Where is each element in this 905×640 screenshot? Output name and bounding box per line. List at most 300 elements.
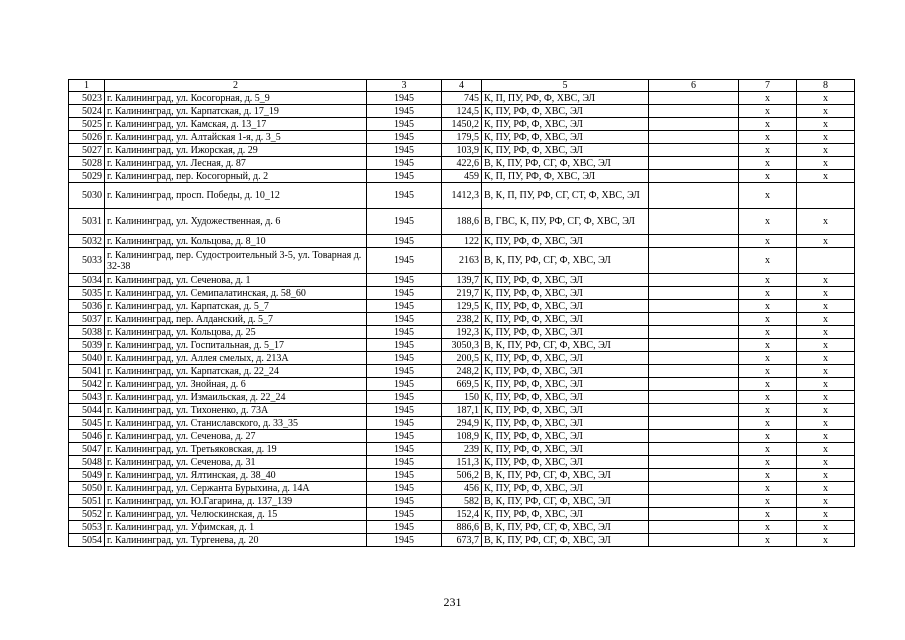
column-8-mark-cell: x — [797, 521, 855, 534]
column-8-mark-cell: x — [797, 131, 855, 144]
column-8-mark-cell: x — [797, 118, 855, 131]
works-cell: К, ПУ, РФ, Ф, ХВС, ЭЛ — [482, 482, 649, 495]
table-row — [69, 118, 855, 131]
table-row — [69, 105, 855, 118]
works-cell: К, ПУ, РФ, Ф, ХВС, ЭЛ — [482, 313, 649, 326]
table-row — [69, 92, 855, 105]
area-cell: 129,5 — [442, 300, 482, 313]
record-number-cell: 5027 — [69, 144, 105, 157]
works-cell: К, П, ПУ, РФ, Ф, ХВС, ЭЛ — [482, 170, 649, 183]
record-number-cell: 5051 — [69, 495, 105, 508]
address-cell: г. Калининград, ул. Лесная, д. 87 — [105, 157, 367, 170]
table-row — [69, 495, 855, 508]
table-row — [69, 508, 855, 521]
address-cell: г. Калининград, ул. Сеченова, д. 1 — [105, 274, 367, 287]
works-cell: К, П, ПУ, РФ, Ф, ХВС, ЭЛ — [482, 92, 649, 105]
column-7-mark-cell: x — [739, 443, 797, 456]
column-6-cell — [649, 157, 739, 170]
column-8-mark-cell — [797, 183, 855, 209]
column-header: 6 — [649, 80, 739, 92]
column-8-mark-cell: x — [797, 508, 855, 521]
year-cell: 1945 — [367, 287, 442, 300]
column-6-cell — [649, 339, 739, 352]
works-cell: К, ПУ, РФ, Ф, ХВС, ЭЛ — [482, 274, 649, 287]
column-8-mark-cell: x — [797, 365, 855, 378]
table-row — [69, 248, 855, 274]
column-7-mark-cell: x — [739, 482, 797, 495]
year-cell: 1945 — [367, 534, 442, 547]
works-cell: К, ПУ, РФ, Ф, ХВС, ЭЛ — [482, 144, 649, 157]
column-7-mark-cell: x — [739, 404, 797, 417]
works-cell: К, ПУ, РФ, Ф, ХВС, ЭЛ — [482, 326, 649, 339]
column-8-mark-cell: x — [797, 92, 855, 105]
address-cell: г. Калининград, ул. Сеченова, д. 31 — [105, 456, 367, 469]
column-7-mark-cell: x — [739, 469, 797, 482]
record-number-cell: 5038 — [69, 326, 105, 339]
table-row — [69, 456, 855, 469]
area-cell: 294,9 — [442, 417, 482, 430]
works-cell: В, К, ПУ, РФ, СГ, Ф, ХВС, ЭЛ — [482, 157, 649, 170]
address-cell: г. Калининград, ул. Сеченова, д. 27 — [105, 430, 367, 443]
table-row — [69, 183, 855, 209]
column-6-cell — [649, 144, 739, 157]
year-cell: 1945 — [367, 443, 442, 456]
column-8-mark-cell: x — [797, 235, 855, 248]
year-cell: 1945 — [367, 131, 442, 144]
address-cell: г. Калининград, ул. Ялтинская, д. 38_40 — [105, 469, 367, 482]
column-header: 3 — [367, 80, 442, 92]
year-cell: 1945 — [367, 456, 442, 469]
record-number-cell: 5053 — [69, 521, 105, 534]
record-number-cell: 5032 — [69, 235, 105, 248]
year-cell: 1945 — [367, 378, 442, 391]
column-6-cell — [649, 378, 739, 391]
year-cell: 1945 — [367, 235, 442, 248]
area-cell: 124,5 — [442, 105, 482, 118]
address-cell: г. Калининград, ул. Сержанта Бурыхина, д. 14А — [105, 482, 367, 495]
works-cell: К, ПУ, РФ, Ф, ХВС, ЭЛ — [482, 417, 649, 430]
area-cell: 506,2 — [442, 469, 482, 482]
column-8-mark-cell: x — [797, 313, 855, 326]
record-number-cell: 5026 — [69, 131, 105, 144]
area-cell: 422,6 — [442, 157, 482, 170]
record-number-cell: 5047 — [69, 443, 105, 456]
column-7-mark-cell: x — [739, 300, 797, 313]
table-row — [69, 534, 855, 547]
column-8-mark-cell: x — [797, 391, 855, 404]
column-7-mark-cell: x — [739, 92, 797, 105]
area-cell: 192,3 — [442, 326, 482, 339]
housing-registry-table — [68, 79, 855, 547]
column-6-cell — [649, 300, 739, 313]
area-cell: 582 — [442, 495, 482, 508]
year-cell: 1945 — [367, 326, 442, 339]
works-cell: К, ПУ, РФ, Ф, ХВС, ЭЛ — [482, 300, 649, 313]
address-cell: г. Калининград, ул. Ю.Гагарина, д. 137_139 — [105, 495, 367, 508]
year-cell: 1945 — [367, 183, 442, 209]
column-7-mark-cell: x — [739, 144, 797, 157]
works-cell: К, ПУ, РФ, Ф, ХВС, ЭЛ — [482, 404, 649, 417]
works-cell: В, К, ПУ, РФ, СГ, Ф, ХВС, ЭЛ — [482, 339, 649, 352]
year-cell: 1945 — [367, 300, 442, 313]
works-cell: В, К, ПУ, РФ, СГ, Ф, ХВС, ЭЛ — [482, 521, 649, 534]
column-6-cell — [649, 521, 739, 534]
record-number-cell: 5045 — [69, 417, 105, 430]
year-cell: 1945 — [367, 118, 442, 131]
area-cell: 122 — [442, 235, 482, 248]
column-6-cell — [649, 508, 739, 521]
address-cell: г. Калининград, ул. Камская, д. 13_17 — [105, 118, 367, 131]
column-6-cell — [649, 326, 739, 339]
column-7-mark-cell: x — [739, 365, 797, 378]
record-number-cell: 5036 — [69, 300, 105, 313]
address-cell: г. Калининград, пер. Косогорный, д. 2 — [105, 170, 367, 183]
table-row — [69, 144, 855, 157]
column-6-cell — [649, 404, 739, 417]
table-row — [69, 131, 855, 144]
column-8-mark-cell: x — [797, 482, 855, 495]
address-cell: г. Калининград, ул. Челюскинская, д. 15 — [105, 508, 367, 521]
record-number-cell: 5034 — [69, 274, 105, 287]
column-6-cell — [649, 430, 739, 443]
column-header: 5 — [482, 80, 649, 92]
record-number-cell: 5033 — [69, 248, 105, 274]
column-7-mark-cell: x — [739, 352, 797, 365]
column-6-cell — [649, 105, 739, 118]
works-cell: К, ПУ, РФ, Ф, ХВС, ЭЛ — [482, 118, 649, 131]
column-8-mark-cell: x — [797, 378, 855, 391]
address-cell: г. Калининград, ул. Станиславского, д. 33_35 — [105, 417, 367, 430]
address-cell: г. Калининград, ул. Уфимская, д. 1 — [105, 521, 367, 534]
column-8-mark-cell: x — [797, 404, 855, 417]
works-cell: К, ПУ, РФ, Ф, ХВС, ЭЛ — [482, 378, 649, 391]
address-cell: г. Калининград, ул. Тихоненко, д. 73А — [105, 404, 367, 417]
column-7-mark-cell: x — [739, 534, 797, 547]
record-number-cell: 5030 — [69, 183, 105, 209]
column-7-mark-cell: x — [739, 183, 797, 209]
year-cell: 1945 — [367, 248, 442, 274]
column-8-mark-cell: x — [797, 339, 855, 352]
column-header: 1 — [69, 80, 105, 92]
area-cell: 2163 — [442, 248, 482, 274]
address-cell: г. Калининград, пер. Алданский, д. 5_7 — [105, 313, 367, 326]
address-cell: г. Калининград, ул. Третьяковская, д. 19 — [105, 443, 367, 456]
column-6-cell — [649, 287, 739, 300]
area-cell: 179,5 — [442, 131, 482, 144]
address-cell: г. Калининград, ул. Карпатская, д. 17_19 — [105, 105, 367, 118]
record-number-cell: 5050 — [69, 482, 105, 495]
address-cell: г. Калининград, ул. Карпатская, д. 5_7 — [105, 300, 367, 313]
address-cell: г. Калининград, ул. Знойная, д. 6 — [105, 378, 367, 391]
column-8-mark-cell: x — [797, 300, 855, 313]
area-cell: 238,2 — [442, 313, 482, 326]
works-cell: К, ПУ, РФ, Ф, ХВС, ЭЛ — [482, 131, 649, 144]
works-cell: В, К, П, ПУ, РФ, СГ, СТ, Ф, ХВС, ЭЛ — [482, 183, 649, 209]
area-cell: 886,6 — [442, 521, 482, 534]
year-cell: 1945 — [367, 391, 442, 404]
year-cell: 1945 — [367, 274, 442, 287]
column-header: 4 — [442, 80, 482, 92]
column-8-mark-cell — [797, 248, 855, 274]
column-8-mark-cell: x — [797, 456, 855, 469]
table-row — [69, 287, 855, 300]
table-row — [69, 404, 855, 417]
address-cell: г. Калининград, ул. Художественная, д. 6 — [105, 209, 367, 235]
works-cell: К, ПУ, РФ, Ф, ХВС, ЭЛ — [482, 508, 649, 521]
record-number-cell: 5048 — [69, 456, 105, 469]
column-8-mark-cell: x — [797, 469, 855, 482]
table-body — [69, 80, 855, 547]
column-6-cell — [649, 417, 739, 430]
table-row — [69, 157, 855, 170]
record-number-cell: 5046 — [69, 430, 105, 443]
year-cell: 1945 — [367, 157, 442, 170]
address-cell: г. Калининград, ул. Алтайская 1-я, д. 3_5 — [105, 131, 367, 144]
works-cell: К, ПУ, РФ, Ф, ХВС, ЭЛ — [482, 443, 649, 456]
table-row — [69, 209, 855, 235]
column-8-mark-cell: x — [797, 170, 855, 183]
record-number-cell: 5043 — [69, 391, 105, 404]
column-header: 2 — [105, 80, 367, 92]
works-cell: К, ПУ, РФ, Ф, ХВС, ЭЛ — [482, 352, 649, 365]
year-cell: 1945 — [367, 417, 442, 430]
address-cell: г. Калининград, ул. Тургенева, д. 20 — [105, 534, 367, 547]
works-cell: В, К, ПУ, РФ, СГ, Ф, ХВС, ЭЛ — [482, 495, 649, 508]
works-cell: К, ПУ, РФ, Ф, ХВС, ЭЛ — [482, 456, 649, 469]
address-cell: г. Калининград, пер. Судостроительный 3-5, ул. Товарная д. 32-38 — [105, 248, 367, 274]
column-7-mark-cell: x — [739, 495, 797, 508]
year-cell: 1945 — [367, 105, 442, 118]
works-cell: К, ПУ, РФ, Ф, ХВС, ЭЛ — [482, 391, 649, 404]
column-7-mark-cell: x — [739, 209, 797, 235]
column-8-mark-cell: x — [797, 417, 855, 430]
area-cell: 188,6 — [442, 209, 482, 235]
column-6-cell — [649, 443, 739, 456]
address-cell: г. Калининград, ул. Косогорная, д. 5_9 — [105, 92, 367, 105]
record-number-cell: 5037 — [69, 313, 105, 326]
table-row — [69, 378, 855, 391]
column-6-cell — [649, 209, 739, 235]
column-7-mark-cell: x — [739, 521, 797, 534]
area-cell: 3050,3 — [442, 339, 482, 352]
works-cell: В, ГВС, К, ПУ, РФ, СГ, Ф, ХВС, ЭЛ — [482, 209, 649, 235]
address-cell: г. Калининград, ул. Карпатская, д. 22_24 — [105, 365, 367, 378]
column-8-mark-cell: x — [797, 443, 855, 456]
column-7-mark-cell: x — [739, 287, 797, 300]
column-8-mark-cell: x — [797, 326, 855, 339]
year-cell: 1945 — [367, 521, 442, 534]
year-cell: 1945 — [367, 404, 442, 417]
column-6-cell — [649, 274, 739, 287]
table-row — [69, 235, 855, 248]
works-cell: К, ПУ, РФ, Ф, ХВС, ЭЛ — [482, 235, 649, 248]
area-cell: 459 — [442, 170, 482, 183]
column-8-mark-cell: x — [797, 209, 855, 235]
address-cell: г. Калининград, ул. Семипалатинская, д. 58_60 — [105, 287, 367, 300]
record-number-cell: 5040 — [69, 352, 105, 365]
table-row — [69, 352, 855, 365]
works-cell: К, ПУ, РФ, Ф, ХВС, ЭЛ — [482, 430, 649, 443]
header-row — [69, 80, 855, 92]
column-6-cell — [649, 469, 739, 482]
table-row — [69, 443, 855, 456]
area-cell: 139,7 — [442, 274, 482, 287]
record-number-cell: 5035 — [69, 287, 105, 300]
column-7-mark-cell: x — [739, 131, 797, 144]
year-cell: 1945 — [367, 170, 442, 183]
area-cell: 200,5 — [442, 352, 482, 365]
column-6-cell — [649, 391, 739, 404]
area-cell: 1412,3 — [442, 183, 482, 209]
column-7-mark-cell: x — [739, 508, 797, 521]
year-cell: 1945 — [367, 339, 442, 352]
area-cell: 150 — [442, 391, 482, 404]
column-6-cell — [649, 183, 739, 209]
year-cell: 1945 — [367, 92, 442, 105]
column-7-mark-cell: x — [739, 170, 797, 183]
year-cell: 1945 — [367, 365, 442, 378]
column-8-mark-cell: x — [797, 157, 855, 170]
year-cell: 1945 — [367, 209, 442, 235]
column-8-mark-cell: x — [797, 274, 855, 287]
column-7-mark-cell: x — [739, 313, 797, 326]
column-header: 7 — [739, 80, 797, 92]
column-6-cell — [649, 482, 739, 495]
works-cell: В, К, ПУ, РФ, СГ, Ф, ХВС, ЭЛ — [482, 248, 649, 274]
area-cell: 1450,2 — [442, 118, 482, 131]
table-row — [69, 274, 855, 287]
column-7-mark-cell: x — [739, 378, 797, 391]
column-7-mark-cell: x — [739, 274, 797, 287]
record-number-cell: 5049 — [69, 469, 105, 482]
area-cell: 673,7 — [442, 534, 482, 547]
record-number-cell: 5041 — [69, 365, 105, 378]
column-6-cell — [649, 170, 739, 183]
record-number-cell: 5024 — [69, 105, 105, 118]
column-6-cell — [649, 92, 739, 105]
area-cell: 152,4 — [442, 508, 482, 521]
column-8-mark-cell: x — [797, 105, 855, 118]
record-number-cell: 5054 — [69, 534, 105, 547]
works-cell: К, ПУ, РФ, Ф, ХВС, ЭЛ — [482, 365, 649, 378]
area-cell: 219,7 — [442, 287, 482, 300]
record-number-cell: 5029 — [69, 170, 105, 183]
column-6-cell — [649, 534, 739, 547]
column-7-mark-cell: x — [739, 105, 797, 118]
area-cell: 239 — [442, 443, 482, 456]
column-7-mark-cell: x — [739, 235, 797, 248]
column-6-cell — [649, 313, 739, 326]
area-cell: 103,9 — [442, 144, 482, 157]
column-header: 8 — [797, 80, 855, 92]
column-8-mark-cell: x — [797, 534, 855, 547]
column-7-mark-cell: x — [739, 430, 797, 443]
column-7-mark-cell: x — [739, 417, 797, 430]
column-6-cell — [649, 118, 739, 131]
record-number-cell: 5042 — [69, 378, 105, 391]
area-cell: 187,1 — [442, 404, 482, 417]
area-cell: 151,3 — [442, 456, 482, 469]
record-number-cell: 5025 — [69, 118, 105, 131]
table-row — [69, 365, 855, 378]
year-cell: 1945 — [367, 144, 442, 157]
year-cell: 1945 — [367, 430, 442, 443]
column-6-cell — [649, 456, 739, 469]
area-cell: 456 — [442, 482, 482, 495]
column-8-mark-cell: x — [797, 144, 855, 157]
works-cell: В, К, ПУ, РФ, СГ, Ф, ХВС, ЭЛ — [482, 534, 649, 547]
table-row — [69, 417, 855, 430]
table-row — [69, 430, 855, 443]
works-cell: В, К, ПУ, РФ, СГ, Ф, ХВС, ЭЛ — [482, 469, 649, 482]
address-cell: г. Калининград, ул. Кольцова, д. 8_10 — [105, 235, 367, 248]
year-cell: 1945 — [367, 495, 442, 508]
column-8-mark-cell: x — [797, 430, 855, 443]
table-row — [69, 170, 855, 183]
column-6-cell — [649, 365, 739, 378]
table-row — [69, 469, 855, 482]
works-cell: К, ПУ, РФ, Ф, ХВС, ЭЛ — [482, 105, 649, 118]
works-cell: К, ПУ, РФ, Ф, ХВС, ЭЛ — [482, 287, 649, 300]
column-6-cell — [649, 131, 739, 144]
area-cell: 745 — [442, 92, 482, 105]
area-cell: 669,5 — [442, 378, 482, 391]
record-number-cell: 5039 — [69, 339, 105, 352]
address-cell: г. Калининград, ул. Ижорская, д. 29 — [105, 144, 367, 157]
record-number-cell: 5044 — [69, 404, 105, 417]
column-7-mark-cell: x — [739, 157, 797, 170]
column-7-mark-cell: x — [739, 391, 797, 404]
column-7-mark-cell: x — [739, 118, 797, 131]
area-cell: 108,9 — [442, 430, 482, 443]
column-6-cell — [649, 235, 739, 248]
year-cell: 1945 — [367, 352, 442, 365]
table-row — [69, 521, 855, 534]
column-6-cell — [649, 352, 739, 365]
page-number: 231 — [443, 595, 462, 609]
address-cell: г. Калининград, просп. Победы, д. 10_12 — [105, 183, 367, 209]
record-number-cell: 5028 — [69, 157, 105, 170]
address-cell: г. Калининград, ул. Аллея смелых, д. 213А — [105, 352, 367, 365]
column-7-mark-cell: x — [739, 248, 797, 274]
address-cell: г. Калининград, ул. Измаильская, д. 22_24 — [105, 391, 367, 404]
area-cell: 248,2 — [442, 365, 482, 378]
table-row — [69, 339, 855, 352]
address-cell: г. Калининград, ул. Кольцова, д. 25 — [105, 326, 367, 339]
address-cell: г. Калининград, ул. Госпитальная, д. 5_17 — [105, 339, 367, 352]
column-7-mark-cell: x — [739, 339, 797, 352]
column-6-cell — [649, 495, 739, 508]
year-cell: 1945 — [367, 482, 442, 495]
record-number-cell: 5052 — [69, 508, 105, 521]
year-cell: 1945 — [367, 469, 442, 482]
record-number-cell: 5031 — [69, 209, 105, 235]
column-8-mark-cell: x — [797, 352, 855, 365]
table-row — [69, 391, 855, 404]
column-8-mark-cell: x — [797, 287, 855, 300]
year-cell: 1945 — [367, 508, 442, 521]
table-row — [69, 313, 855, 326]
table-row — [69, 326, 855, 339]
table-row — [69, 482, 855, 495]
column-8-mark-cell: x — [797, 495, 855, 508]
year-cell: 1945 — [367, 313, 442, 326]
table-row — [69, 300, 855, 313]
column-7-mark-cell: x — [739, 326, 797, 339]
column-7-mark-cell: x — [739, 456, 797, 469]
record-number-cell: 5023 — [69, 92, 105, 105]
column-6-cell — [649, 248, 739, 274]
